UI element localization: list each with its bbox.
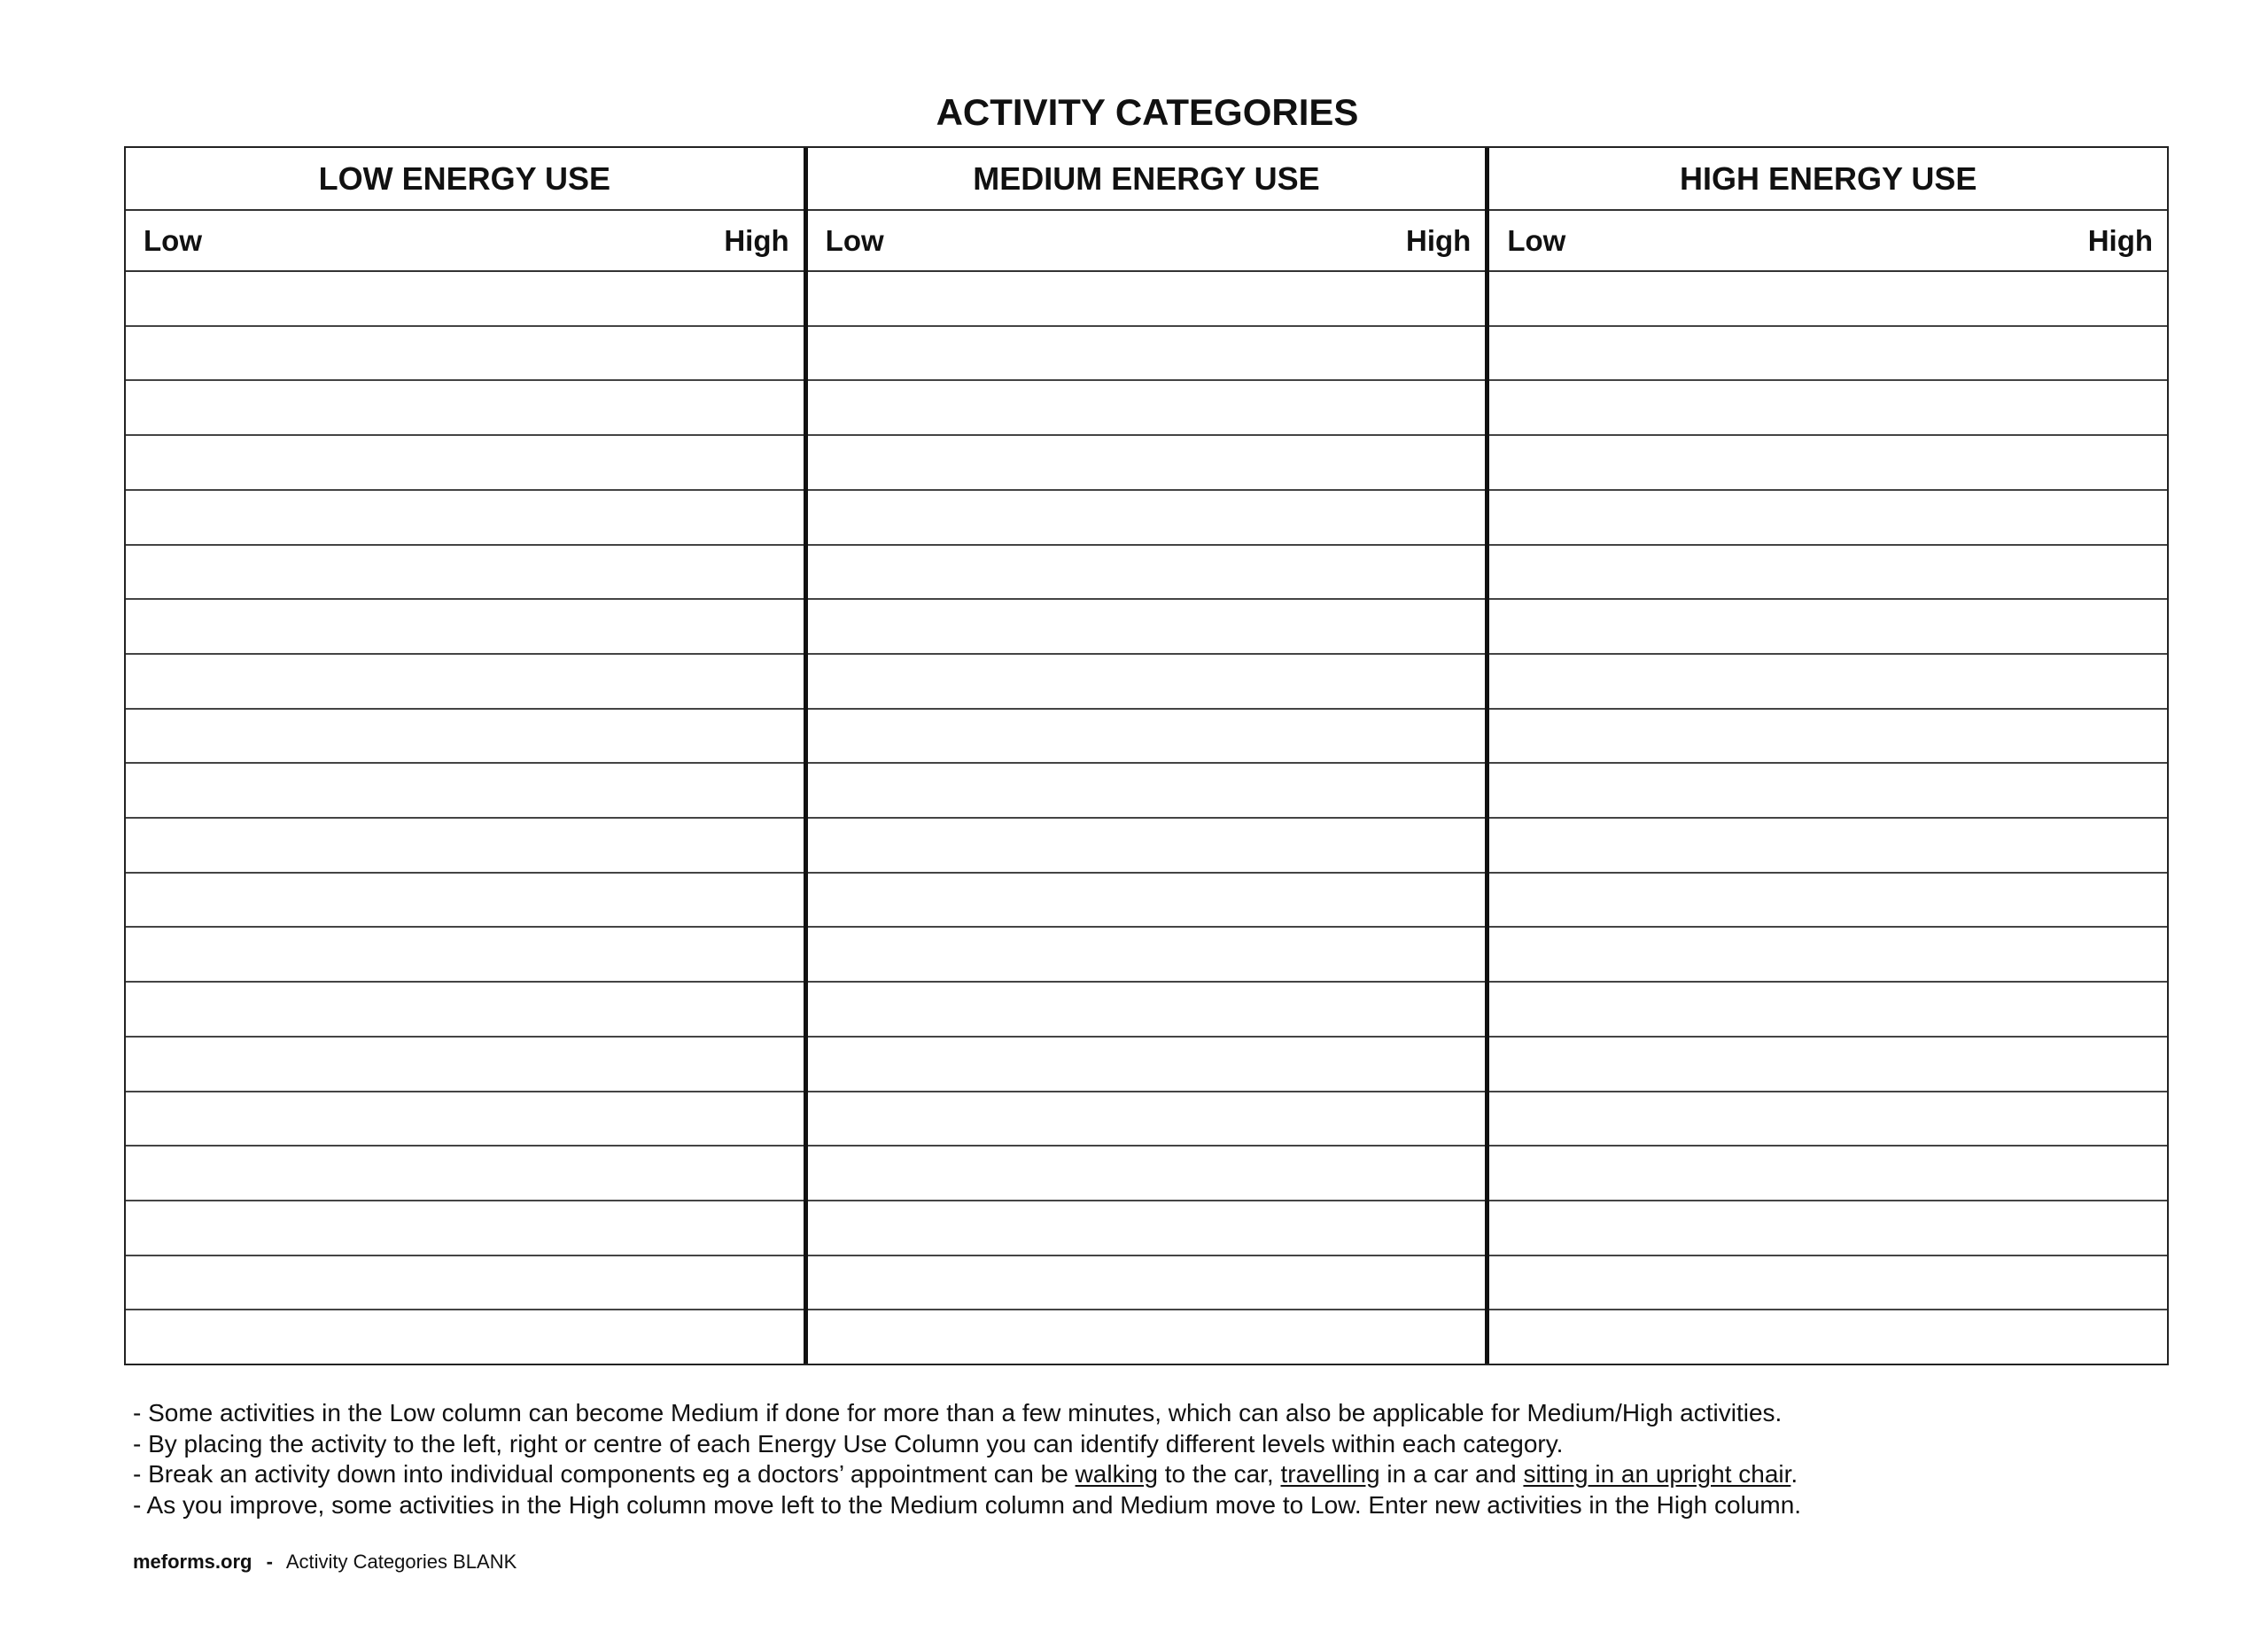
blank-entry-row[interactable] — [126, 764, 804, 819]
blank-entry-row[interactable] — [1489, 1147, 2167, 1201]
blank-entry-row[interactable] — [1489, 1256, 2167, 1311]
column-heading: HIGH ENERGY USE — [1489, 148, 2167, 211]
scale-low-label: Low — [825, 223, 884, 257]
blank-entry-row[interactable] — [126, 1147, 804, 1201]
blank-entry-row[interactable] — [808, 983, 1486, 1038]
footer — [133, 1551, 517, 1574]
blank-entry-row[interactable] — [808, 1092, 1486, 1147]
note-text: in a car and — [1379, 1460, 1524, 1488]
blank-entry-row[interactable] — [808, 819, 1486, 874]
blank-entry-row[interactable] — [126, 600, 804, 655]
instructions — [133, 1398, 1801, 1520]
blank-entry-row[interactable] — [126, 327, 804, 382]
blank-entry-row[interactable] — [1489, 655, 2167, 710]
blank-entry-row[interactable] — [808, 436, 1486, 491]
scale-low-label: Low — [144, 223, 202, 257]
blank-entry-row[interactable] — [126, 1310, 804, 1364]
blank-entry-row[interactable] — [126, 1201, 804, 1256]
blank-entry-row[interactable] — [126, 272, 804, 327]
blank-entry-row[interactable] — [1489, 436, 2167, 491]
scale-row — [126, 211, 804, 272]
blank-entry-row[interactable] — [808, 710, 1486, 765]
column-heading: LOW ENERGY USE — [126, 148, 804, 211]
blank-entry-row[interactable] — [1489, 983, 2167, 1038]
note-text: - Break an activity down into individual components eg a doctors’ appointment can be — [133, 1460, 1076, 1488]
blank-entry-row[interactable] — [126, 655, 804, 710]
blank-entry-row[interactable] — [808, 764, 1486, 819]
column-low-energy — [126, 148, 808, 1364]
blank-entry-row[interactable] — [126, 436, 804, 491]
blank-entry-row[interactable] — [126, 710, 804, 765]
page-title: ACTIVITY CATEGORIES — [936, 91, 1359, 133]
note-text: . — [1790, 1460, 1798, 1488]
blank-entry-row[interactable] — [808, 1201, 1486, 1256]
blank-entry-row[interactable] — [1489, 874, 2167, 929]
blank-entry-row[interactable] — [808, 600, 1486, 655]
blank-entry-row[interactable] — [126, 928, 804, 983]
activity-table — [124, 146, 2169, 1365]
blank-entry-row[interactable] — [1489, 491, 2167, 546]
blank-entry-row[interactable] — [126, 1038, 804, 1092]
column-medium-energy — [808, 148, 1490, 1364]
blank-entry-row[interactable] — [808, 272, 1486, 327]
footer-site: meforms.org — [133, 1551, 252, 1573]
blank-entry-row[interactable] — [1489, 600, 2167, 655]
blank-entry-row[interactable] — [808, 327, 1486, 382]
blank-entry-row[interactable] — [1489, 1201, 2167, 1256]
blank-entry-row[interactable] — [1489, 928, 2167, 983]
blank-entry-row[interactable] — [808, 1310, 1486, 1364]
blank-entry-row[interactable] — [1489, 1038, 2167, 1092]
blank-entry-row[interactable] — [126, 491, 804, 546]
underlined-walking: walking — [1075, 1460, 1158, 1488]
blank-entry-row[interactable] — [126, 1092, 804, 1147]
blank-entry-row[interactable] — [1489, 764, 2167, 819]
blank-entry-row[interactable] — [1489, 381, 2167, 436]
note-line: - By placing the activity to the left, right or centre of each Energy Use Column you can identify different levels within each category. — [133, 1429, 1564, 1458]
blank-entry-row[interactable] — [808, 491, 1486, 546]
blank-entry-row[interactable] — [808, 1147, 1486, 1201]
blank-entry-row[interactable] — [1489, 819, 2167, 874]
column-heading: MEDIUM ENERGY USE — [808, 148, 1486, 211]
column-high-energy — [1489, 148, 2167, 1364]
blank-entry-row[interactable] — [1489, 1092, 2167, 1147]
blank-entry-row[interactable] — [126, 983, 804, 1038]
blank-entry-row[interactable] — [1489, 546, 2167, 601]
blank-entry-row[interactable] — [1489, 710, 2167, 765]
scale-low-label: Low — [1507, 223, 1566, 257]
blank-entry-row[interactable] — [126, 819, 804, 874]
blank-entry-row[interactable] — [808, 874, 1486, 929]
blank-entry-row[interactable] — [808, 928, 1486, 983]
note-line — [133, 1459, 1801, 1490]
scale-high-label: High — [1406, 223, 1472, 257]
underlined-travelling: travelling — [1280, 1460, 1380, 1488]
blank-entry-row[interactable] — [808, 546, 1486, 601]
note-line: - As you improve, some activities in the High column move left to the Medium column and Medium move to Low. Enter new activities in the High column. — [133, 1490, 1802, 1519]
footer-separator: - — [266, 1551, 273, 1573]
blank-entry-row[interactable] — [126, 546, 804, 601]
note-text: to the car, — [1157, 1460, 1281, 1488]
underlined-sitting: sitting in an upright chair — [1523, 1460, 1791, 1488]
blank-entry-row[interactable] — [808, 1038, 1486, 1092]
scale-row — [808, 211, 1486, 272]
blank-entry-row[interactable] — [1489, 1310, 2167, 1364]
scale-row — [1489, 211, 2167, 272]
note-line: - Some activities in the Low column can become Medium if done for more than a few minutes, which can also be applicable for Medium/High activities. — [133, 1399, 1783, 1426]
blank-entry-row[interactable] — [808, 1256, 1486, 1311]
scale-high-label: High — [724, 223, 789, 257]
blank-entry-row[interactable] — [126, 874, 804, 929]
blank-entry-row[interactable] — [808, 655, 1486, 710]
blank-entry-row[interactable] — [808, 381, 1486, 436]
blank-entry-row[interactable] — [1489, 272, 2167, 327]
blank-entry-row[interactable] — [126, 1256, 804, 1311]
scale-high-label: High — [2087, 223, 2154, 257]
blank-entry-row[interactable] — [126, 381, 804, 436]
footer-doc-name: Activity Categories BLANK — [285, 1551, 517, 1573]
blank-entry-row[interactable] — [1489, 327, 2167, 382]
